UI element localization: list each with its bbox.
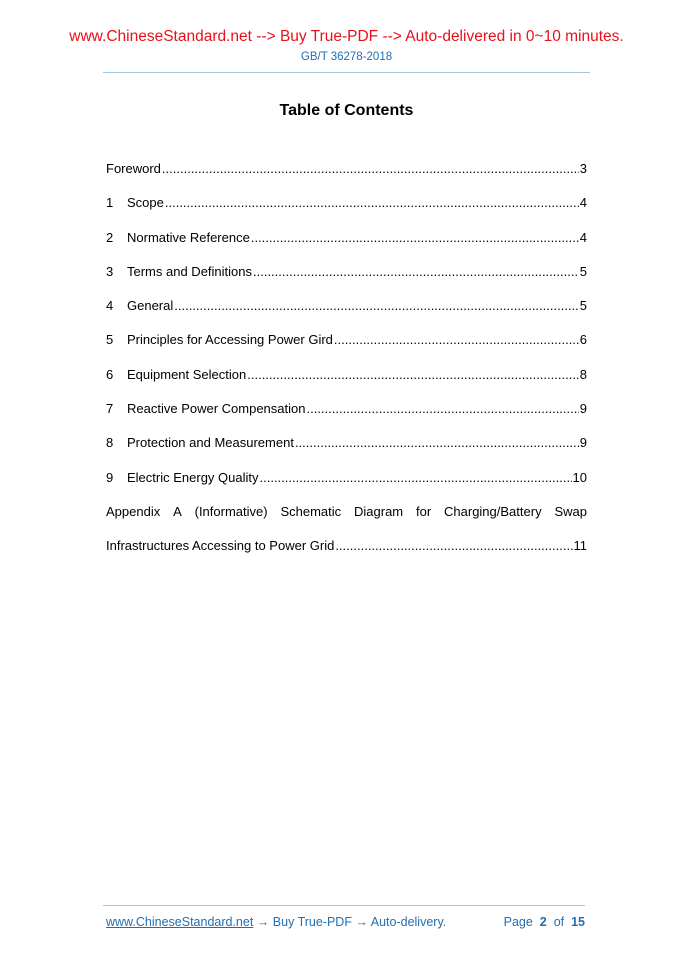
- toc-entry-appendix-line2[interactable]: [106, 538, 587, 572]
- dot-leader: [247, 367, 579, 382]
- appendix-word: Diagram: [354, 503, 404, 519]
- toc-entry-page: 10: [572, 469, 587, 485]
- of-word: of: [553, 915, 565, 929]
- toc-entry-label: General: [127, 298, 174, 314]
- toc-entry-number: 4: [106, 298, 114, 314]
- appendix-word: Schematic: [280, 503, 342, 519]
- toc-entry-number: 2: [106, 229, 114, 245]
- appendix-word: (Informative): [194, 503, 268, 519]
- dot-leader: [165, 195, 579, 210]
- toc-entry[interactable]: [106, 264, 587, 298]
- toc-entry[interactable]: [106, 401, 587, 435]
- footer-promo: [106, 915, 446, 929]
- dot-leader: [306, 401, 578, 416]
- toc-entry-page: 3: [579, 161, 587, 176]
- toc-entry[interactable]: [106, 298, 587, 332]
- toc-entry-label: Reactive Power Compensation: [127, 401, 306, 417]
- page-word: Page: [503, 915, 533, 929]
- toc-entry-page: 11: [573, 538, 587, 554]
- toc-entry-label: Electric Energy Quality: [127, 469, 259, 485]
- toc-entry-page: 8: [579, 366, 587, 382]
- page-indicator: [504, 915, 585, 929]
- dot-leader: [260, 470, 572, 485]
- toc-entry-label: Normative Reference: [127, 229, 250, 245]
- footer-link[interactable]: www.ChineseStandard.net: [106, 915, 254, 929]
- toc-entry-page: 4: [579, 195, 587, 211]
- dot-leader: [335, 538, 572, 553]
- toc-entry[interactable]: [106, 367, 587, 401]
- toc-entry-page: 9: [579, 401, 587, 417]
- toc-entry-number: 9: [106, 469, 114, 485]
- toc-entry[interactable]: [106, 435, 587, 469]
- arrow-icon: →: [256, 915, 270, 929]
- toc-entry-label: Protection and Measurement: [127, 435, 294, 451]
- appendix-word: A: [173, 503, 182, 519]
- appendix-word: Charging/Battery: [444, 503, 542, 519]
- toc-entry-number: 3: [106, 263, 114, 279]
- toc-entry-page: 5: [579, 298, 587, 314]
- current-page: 2: [539, 915, 547, 929]
- appendix-word: Appendix: [106, 503, 161, 519]
- toc-entry-label: Equipment Selection: [127, 366, 247, 382]
- toc-entry-label: Scope: [127, 195, 164, 211]
- toc-entry-page: 4: [579, 229, 587, 245]
- toc-entry-number: 5: [106, 332, 114, 348]
- toc-entry-number: 7: [106, 401, 114, 417]
- toc-entry-page: 5: [579, 263, 587, 279]
- toc-entry[interactable]: [106, 332, 587, 366]
- footer-auto-text: Auto-delivery.: [370, 915, 447, 929]
- appendix-word: for: [415, 503, 432, 519]
- dot-leader: [251, 230, 579, 245]
- page-title: Table of Contents: [279, 102, 414, 119]
- dot-leader: [295, 435, 579, 450]
- toc-entry-page: 9: [579, 435, 587, 451]
- toc-entry-appendix-line1[interactable]: [106, 504, 587, 538]
- table-of-contents: [106, 161, 587, 573]
- dot-leader: [334, 332, 579, 347]
- top-banner: www.ChineseStandard.net --> Buy True-PDF --> Auto-delivered in 0~10 minutes.: [69, 28, 624, 45]
- toc-entry-number: 6: [106, 366, 114, 382]
- toc-entry-page: 6: [579, 332, 587, 348]
- toc-entry-label: Foreword: [106, 161, 161, 176]
- total-pages: 15: [571, 915, 585, 929]
- footer: [106, 915, 585, 929]
- arrow-icon: →: [355, 915, 368, 929]
- dot-leader: [174, 298, 579, 313]
- dot-leader: [253, 264, 579, 279]
- toc-entry[interactable]: [106, 470, 587, 504]
- toc-entry-foreword[interactable]: [106, 161, 587, 195]
- footer-buy-text: Buy True-PDF: [272, 915, 352, 929]
- toc-entry-label: Infrastructures Accessing to Power Grid: [106, 538, 335, 554]
- document-number: GB/T 36278-2018: [300, 51, 393, 63]
- toc-entry-number: 1: [106, 195, 114, 211]
- toc-entry-number: 8: [106, 435, 114, 451]
- appendix-word: Swap: [554, 503, 587, 519]
- footer-divider: [103, 905, 585, 906]
- header-divider: [103, 72, 590, 73]
- toc-entry[interactable]: [106, 230, 587, 264]
- toc-entry[interactable]: [106, 195, 587, 229]
- toc-entry-label: Terms and Definitions: [127, 263, 252, 279]
- toc-entry-label: Principles for Accessing Power Gird: [127, 332, 333, 348]
- dot-leader: [162, 161, 579, 176]
